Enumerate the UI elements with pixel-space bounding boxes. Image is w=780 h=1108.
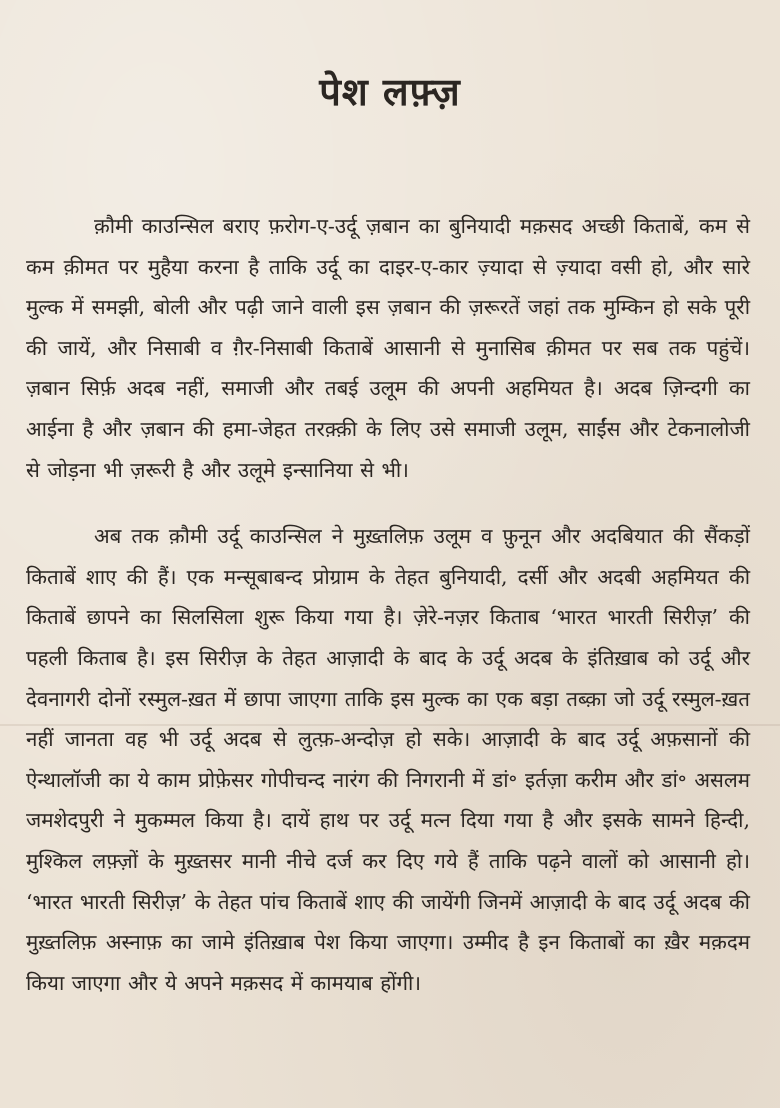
paragraph-2: अब तक क़ौमी उर्दू काउन्सिल ने मुख़्तलिफ़ उलूम व फ़ुनून और अदबियात की सैंकड़ों किताबें शाए की हैं। एक मन्सूबाबन्द प्रोग्राम के तेहत बुनियादी, दर्सी और अदबी अहमियत की किताबें छापने का सिलसिला शुरू किया गया है। ज़ेरे-नज़र किताब ‘भारत भारती सिरीज़’ की पहली किताब है। इस सिरीज़ के तेहत आज़ादी के बाद के उर्दू अदब के इंतिख़ाब को उर्दू और देवनागरी दोनों रस्मुल-ख़त में छापा जाएगा ताकि इस मुल्क का एक बड़ा तब्क़ा जो उर्दू रस्मुल-ख़त नहीं जानता वह भी उर्दू अदब से लुत्फ़-अन्दोज़ हो सके। आज़ादी के बाद उर्दू अफ़सानों की ऐन्थालॉजी का ये काम प्रोफ़ेसर गोपीचन्द नारंग की निगरानी में डां॰ इर्तज़ा करीम और डां॰ असलम जमशेदपुरी ने मुकम्मल किया है। दायें हाथ पर उर्दू मत्न दिया गया है और इसके सामने हिन्दी, मुश्किल लफ़्ज़ों के मुख़्तसर मानी नीचे दर्ज कर दिए गये हैं ताकि पढ़ने वालों को आसानी हो। ‘भारत भारती सिरीज़’ के तेहत पांच किताबें शाए की जायेंगी जिनमें आज़ादी के बाद उर्दू अदब की मुख़्तलिफ़ अस्नाफ़ का जामे इंतिख़ाब पेश किया जाएगा। उम्मीद है इन किताबों का ख़ैर मक़दम किया जाएगा और ये अपने मक़सद में कामयाब होंगी। (26, 524, 750, 995)
page-body (26, 206, 750, 1003)
page-title: पेश लफ़्ज़ (319, 69, 461, 114)
paragraph-1: क़ौमी काउन्सिल बराए फ़रोग-ए-उर्दू ज़बान का बुनियादी मक़सद अच्छी किताबें, कम से कम क़ीमत पर मुहैया करना है ताकि उर्दू का दाइर-ए-कार ज़्यादा से ज़्यादा वसी हो, और सारे मुल्क में समझी, बोली और पढ़ी जाने वाली इस ज़बान की ज़रूरतें जहां तक मुम्किन हो सके पूरी की जायें, और निसाबी व ग़ैर-निसाबी किताबें आसानी से मुनासिब क़ीमत पर सब तक पहुंचें। ज़बान सिर्फ़ अदब नहीं, समाजी और तबई उलूम की अपनी अहमियत है। अदब ज़िन्दगी का आईना है और ज़बान की हमा-जेहत तरक़्क़ी के लिए उसे समाजी उलूम, साईंस और टेकनालोजी से जोड़ना भी ज़रूरी है और उलूमे इन्सानिया से भी। (26, 214, 750, 482)
